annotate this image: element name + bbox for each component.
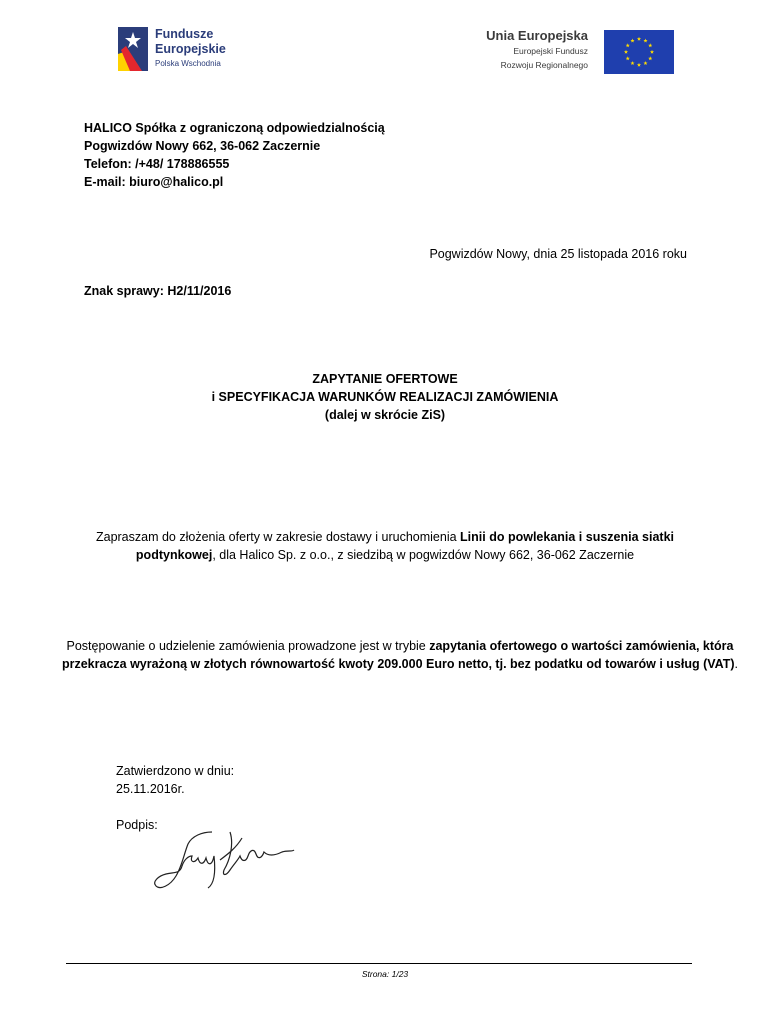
approval-label: Zatwierdzono w dniu: [116, 764, 235, 778]
eu-star-icon [650, 50, 654, 54]
eu-star-icon [648, 43, 652, 47]
signature-label: Podpis: [116, 818, 158, 832]
eu-flag-icon [604, 30, 674, 74]
case-reference: Znak sprawy: H2/11/2016 [84, 284, 232, 298]
handwritten-signature [150, 826, 300, 894]
eu-logo-title: Unia Europejska [486, 28, 588, 43]
document-title [0, 370, 770, 424]
invitation-text-bold: Linii do powlekania i suszenia siatki podtynkowej [135, 530, 674, 562]
eu-star-icon [630, 39, 634, 43]
eu-logo-line2: Rozwoju Regionalnego [500, 60, 588, 70]
fe-logo-line1: Fundusze [155, 27, 214, 41]
eu-star-icon [648, 56, 652, 60]
title-line3: (dalej w skrócie ZiS) [324, 408, 446, 422]
title-line2: i SPECYFIKACJA WARUNKÓW REALIZACJI ZAMÓWIENIA [211, 390, 559, 404]
eu-star-icon [630, 61, 634, 65]
procedure-paragraph [60, 637, 740, 673]
fundusze-europejskie-emblem-icon [112, 24, 154, 74]
procedure-text-post: . [734, 657, 739, 671]
procedure-text-bold: zapytania ofertowego o wartości zamówienia, która przekracza wyrażoną w złotych równowartość kwoty 209.000 Euro netto, tj. bez podatku od towarów i usług (VAT) [61, 639, 735, 671]
eu-star-icon [624, 50, 628, 54]
procedure-text-pre: Postępowanie o udzielenie zamówienia prowadzone jest w trybie [66, 639, 430, 653]
page-number: Strona: 1/23 [361, 969, 409, 979]
eu-star-icon [637, 37, 641, 41]
company-name: HALICO Spółka z ograniczoną odpowiedzialnością [84, 121, 385, 135]
company-address: Pogwizdów Nowy 662, 36-062 Zaczernie [84, 139, 321, 153]
invitation-paragraph [60, 528, 710, 564]
company-phone: Telefon: /+48/ 178886555 [84, 157, 230, 171]
company-info [84, 119, 385, 191]
eu-star-icon [626, 56, 630, 60]
approval-date: 25.11.2016r. [116, 782, 185, 796]
eu-star-icon [643, 39, 647, 43]
eu-logo-line1: Europejski Fundusz [513, 46, 588, 56]
invitation-text-pre: Zapraszam do złożenia oferty w zakresie dostawy i uruchomienia [95, 530, 461, 544]
date-line: Pogwizdów Nowy, dnia 25 listopada 2016 roku [429, 247, 687, 261]
eu-star-icon [637, 63, 641, 67]
title-line1: ZAPYTANIE OFERTOWE [312, 372, 458, 386]
company-email: E-mail: biuro@halico.pl [84, 175, 224, 189]
fe-logo-line3: Polska Wschodnia [155, 59, 221, 68]
footer-divider [66, 963, 692, 964]
fundusze-europejskie-logo [112, 24, 252, 76]
eu-star-icon [643, 61, 647, 65]
unia-europejska-logo [470, 28, 674, 76]
approval-block [116, 762, 234, 798]
invitation-text-post: , dla Halico Sp. z o.o., z siedzibą w pogwizdów Nowy 662, 36-062 Zaczernie [212, 548, 635, 562]
eu-star-icon [626, 43, 630, 47]
fe-logo-line2: Europejskie [155, 42, 226, 56]
eu-stars-icon [604, 30, 674, 74]
